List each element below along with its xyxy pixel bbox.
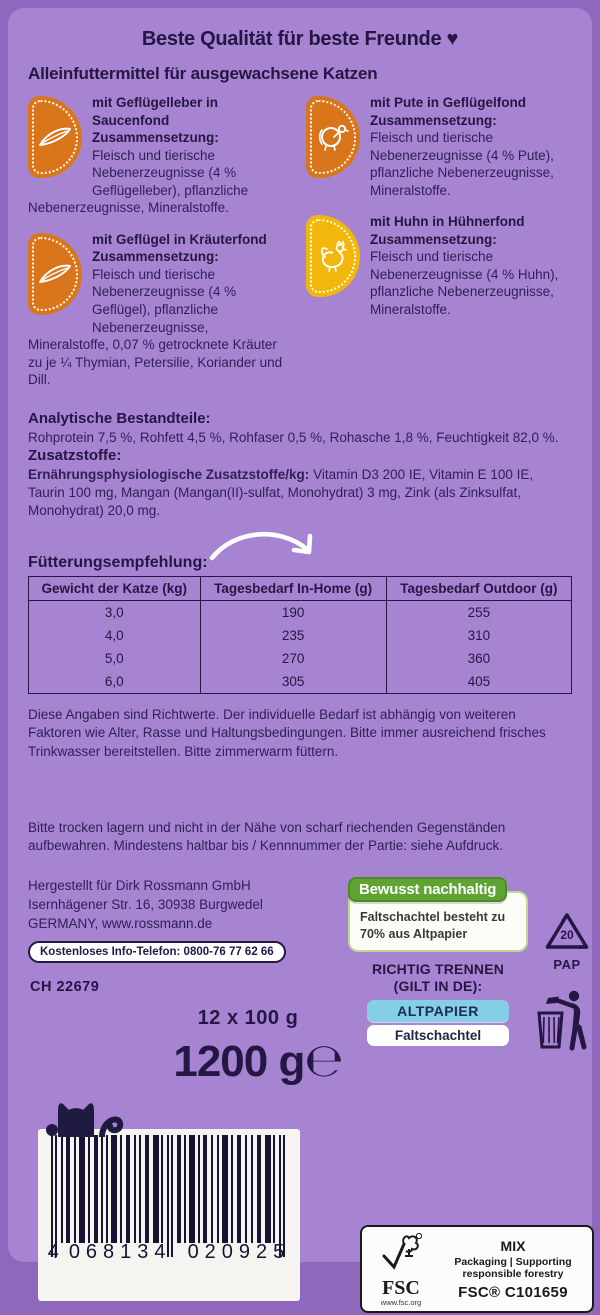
composition-text: Fleisch und tierische Nebenerzeugnisse (4 % Huhn), pflanzliche Nebenerzeugnisse, Mineralstoffe. [370, 249, 559, 318]
fsc-description [440, 1256, 586, 1280]
curved-arrow-icon [206, 524, 324, 564]
altpapier-badge: ALTPAPIER [367, 1000, 509, 1022]
cell-outdoor: 360 [386, 647, 571, 670]
composition-label: Zusammensetzung: [92, 249, 219, 265]
composition-label: Zusammensetzung: [370, 231, 497, 247]
fsc-tree-checkmark-icon [379, 1232, 423, 1272]
cell-inhome: 305 [200, 670, 386, 694]
manufacturer-line: Isernhägener Str. 16, 30938 Burgwedel [28, 896, 263, 912]
cell-outdoor: 405 [386, 670, 571, 694]
composition-label: Zusammensetzung: [370, 112, 497, 128]
manufacturer-line: Hergestellt für Dirk Rossmann GmbH [28, 878, 251, 894]
pap-label: PAP [553, 957, 581, 973]
fsc-wordmark: FSC [382, 1276, 420, 1299]
product-type-line: Alleinfuttermittel für ausgewachsene Katzen [28, 64, 378, 83]
turkey-icon [316, 121, 350, 153]
info-phone-badge: Kostenloses Info-Telefon: 0800-76 77 62 66 [28, 941, 286, 963]
variety-name: mit Pute in Geflügelfond [370, 95, 526, 110]
cell-weight: 4,0 [29, 624, 201, 647]
cell-weight: 3,0 [29, 600, 201, 624]
fsc-description-line: responsible forestry [462, 1267, 564, 1280]
storage-note: Bitte trocken lagern und nicht in der Nähe von scharf riechenden Gegenständen aufbewahren. Mindestens haltbar bis / Kennnummer der Partie: siehe Aufdruck. [28, 819, 506, 854]
variety-pute [306, 94, 572, 199]
sustainability-text: Faltschachtel besteht zu 70% aus Altpapier [348, 891, 528, 952]
variety-name: mit Geflügel in Kräuterfond [92, 231, 267, 247]
additives-values [28, 466, 572, 519]
barcode-digits [48, 1241, 291, 1264]
fsc-logo [362, 1232, 440, 1307]
pap-recycling-mark [544, 911, 590, 972]
additives-lead: Ernährungsphysiologische Zusatzstoffe/kg: [28, 467, 310, 483]
barcode [38, 1129, 300, 1301]
separation-heading: RICHTIG TRENNEN [371, 961, 505, 978]
feather-icon [37, 124, 73, 150]
faltschachtel-badge: Faltschachtel [367, 1025, 509, 1046]
fsc-url: www.fsc.org [380, 1297, 422, 1307]
composition-text: Fleisch und tierische Nebenerzeugnisse (4 % Pute), pflanzliche Nebenerzeugnisse, Mineralstoffe. [370, 130, 554, 198]
table-row [29, 600, 572, 624]
cell-outdoor: 255 [386, 600, 571, 624]
variety-name: mit Huhn in Hühnerfond [370, 214, 525, 230]
manufacturer-address [28, 877, 263, 933]
additives-text: Vitamin D3 200 IE, Vitamin E 100 IE, Taurin 100 mg, Mangan (Mangan(II)-sulfat, Monohydrat) 3 mg, Zink (als Zinksulfat, Monohydrat) 20,0 mg. [28, 467, 534, 518]
pack-count: 12 x 100 g [197, 1007, 299, 1030]
estimated-sign: ℮ [304, 1033, 343, 1088]
net-weight [68, 1033, 448, 1087]
cat-silhouette-icon [44, 1093, 136, 1137]
feeding-section [28, 554, 572, 695]
batch-code: CH 22679 [30, 979, 100, 996]
fsc-license-code: FSC® C101659 [458, 1283, 568, 1301]
cell-outdoor: 310 [386, 624, 571, 647]
variety-gefluegel [28, 231, 286, 389]
barcode-digit-group: 4 [47, 1241, 59, 1264]
analytical-values: Rohprotein 7,5 %, Rohfett 4,5 %, Rohfaser 0,5 %, Rohasche 1,8 %, Feuchtigkeit 82,0 %. [28, 429, 559, 445]
sustainability-box [348, 877, 528, 952]
feather-icon [37, 261, 73, 287]
variety-gefluegelleber [28, 94, 286, 217]
separation-subheading: (GILT IN DE): [393, 978, 483, 995]
sustainability-badge: Bewusst nachhaltig [348, 877, 507, 902]
fsc-mix-label: MIX [500, 1237, 526, 1254]
pap-number: 20 [560, 928, 574, 943]
feeding-table [28, 576, 572, 695]
composition-text: Fleisch und tierische Nebenerzeugnisse (4 % Geflügelleber), pflanzliche Nebenerzeugnisse, Mineralstoffe. [28, 147, 249, 216]
table-row [29, 670, 572, 694]
variety-name: mit Geflügelleber in Saucenfond [92, 95, 219, 128]
barcode-digit-group: 020925 [187, 1241, 291, 1264]
bottom-section [28, 877, 581, 1315]
table-col-inhome: Tagesbedarf In-Home (g) [200, 576, 386, 600]
tidyman-icon [534, 989, 594, 1051]
cell-inhome: 190 [200, 600, 386, 624]
packaging-panel [8, 8, 592, 1307]
table-row [29, 647, 572, 670]
fsc-description-line: Packaging | Supporting [454, 1255, 572, 1268]
barcode-digit-group: 068134 [68, 1241, 172, 1264]
rooster-icon [316, 240, 350, 272]
page-title: Beste Qualität für beste Freunde ♥ [141, 28, 459, 50]
table-row [29, 624, 572, 647]
additives-heading: Zusatzstoffe: [28, 447, 122, 465]
cell-inhome: 270 [200, 647, 386, 670]
cell-weight: 5,0 [29, 647, 201, 670]
feeding-heading: Fütterungsempfehlung: [28, 553, 208, 571]
composition-label: Zusammensetzung: [92, 130, 219, 146]
analytical-section [28, 409, 572, 520]
varieties-section [28, 94, 572, 403]
fsc-certification-box [360, 1225, 594, 1313]
cell-inhome: 235 [200, 624, 386, 647]
weight-value: 1200 g [173, 1037, 305, 1087]
table-col-outdoor: Tagesbedarf Outdoor (g) [386, 576, 571, 600]
analytical-heading: Analytische Bestandteile: [28, 409, 211, 427]
table-col-weight: Gewicht der Katze (kg) [29, 576, 201, 600]
cell-weight: 6,0 [29, 670, 201, 694]
composition-text: Fleisch und tierische Nebenerzeugnisse (4 % Geflügel), pflanzliche Nebenerzeugnisse, Mineralstoffe, 0,07 % getrocknete Kräuter zu je ¼ Thymian, Petersilie, Koriander und Dill. [28, 266, 283, 388]
guideline-note: Diese Angaben sind Richtwerte. Der individuelle Bedarf ist abhängig von weiteren Faktoren wie Alter, Rasse und Haltungsbedingungen. Bitte immer ausreichend frisches Trinkwasser bereitstellen. Bitte zimmerwarm füttern. [28, 707, 546, 759]
variety-huhn [306, 213, 572, 318]
manufacturer-line: GERMANY, www.rossmann.de [28, 915, 213, 931]
